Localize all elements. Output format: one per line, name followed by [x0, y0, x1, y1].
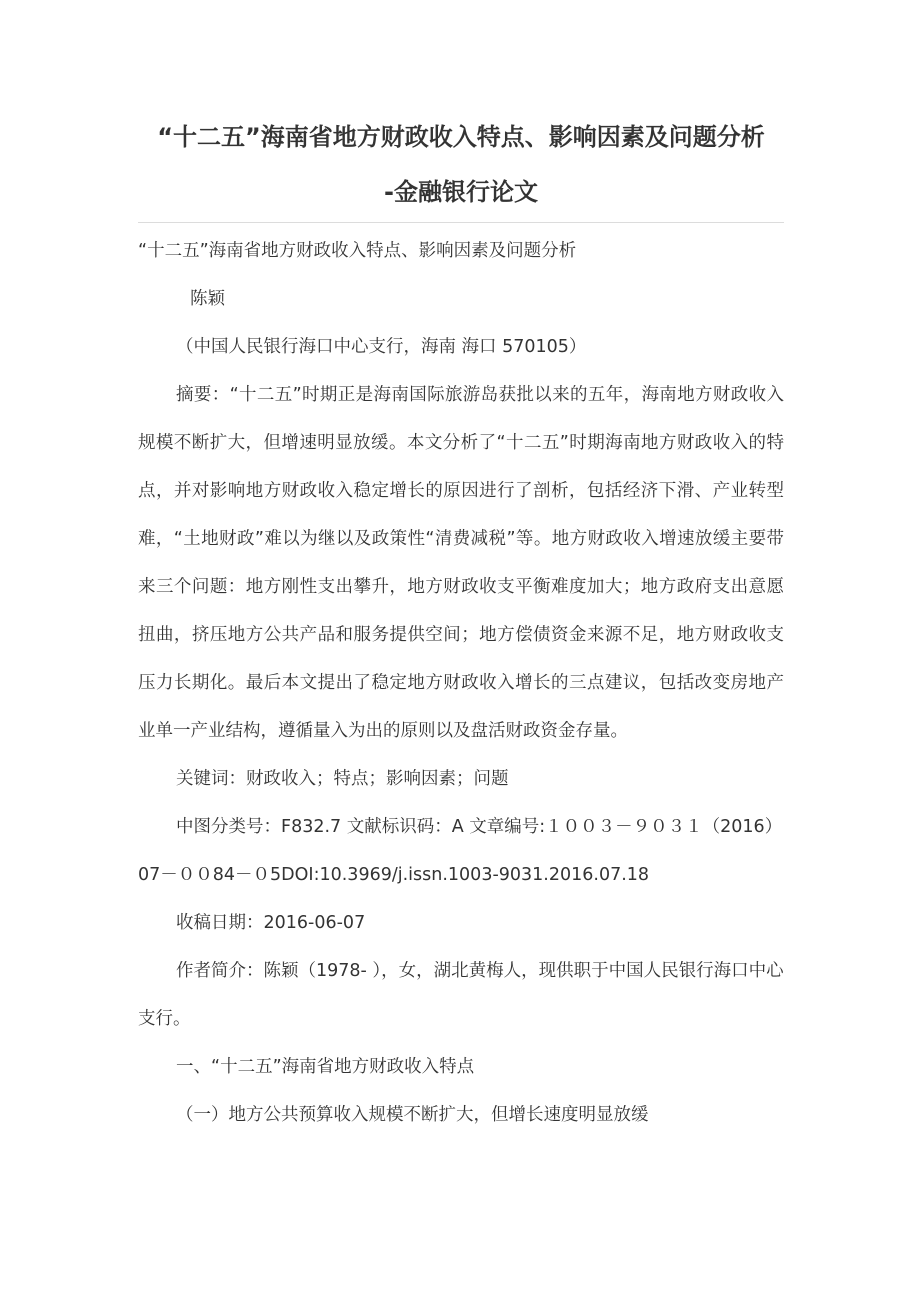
author-bio: 作者简介：陈颖（1978- ），女，湖北黄梅人，现供职于中国人民银行海口中心支行。: [138, 961, 784, 1029]
received-date: 收稿日期：2016-06-07: [176, 913, 366, 933]
section-heading: 一、“十二五”海南省地方财政收入特点: [176, 1057, 475, 1077]
document-title-line-2: -金融银行论文: [384, 178, 538, 206]
author-name: 陈颖: [190, 289, 225, 309]
author-affiliation: （中国人民银行海口中心支行，海南 海口 570105）: [176, 337, 587, 357]
subsection-heading: （一）地方公共预算收入规模不断扩大，但增长速度明显放缓: [176, 1105, 649, 1125]
keywords-line: 关键词：财政收入；特点；影响因素；问题: [176, 769, 509, 789]
abstract-paragraph: 摘要：“十二五”时期正是海南国际旅游岛获批以来的五年，海南地方财政收入规模不断扩大，但增速明显放缓。本文分析了“十二五”时期海南地方财政收入的特点，并对影响地方财政收入稳定增长的原因进行了剖析，包括经济下滑、产业转型难，“土地财政”难以为继以及政策性“清费减税”等。地方财政收入增速放缓主要带来三个问题：地方刚性支出攀升，地方财政收支平衡难度加大；地方政府支出意愿扭曲，挤压地方公共产品和服务提供空间；地方偿债资金来源不足，地方财政收支压力长期化。最后本文提出了稳定地方财政收入增长的三点建议，包括改变房地产业单一产业结构，遵循量入为出的原则以及盘活财政资金存量。: [138, 385, 784, 741]
document-page: [138, 110, 784, 1139]
title-divider: [138, 222, 784, 223]
document-title-line-1: “十二五”海南省地方财政收入特点、影响因素及问题分析: [157, 123, 765, 151]
document-body: [138, 227, 784, 1139]
classification-info: 中图分类号：F832.7 文献标识码：A 文章编号:１００３－９０３１（2016）07－００84－０5DOI:10.3969/j.issn.1003-9031.2016.07.18: [138, 817, 783, 885]
document-title: [138, 110, 784, 222]
article-subtitle: “十二五”海南省地方财政收入特点、影响因素及问题分析: [138, 241, 577, 261]
